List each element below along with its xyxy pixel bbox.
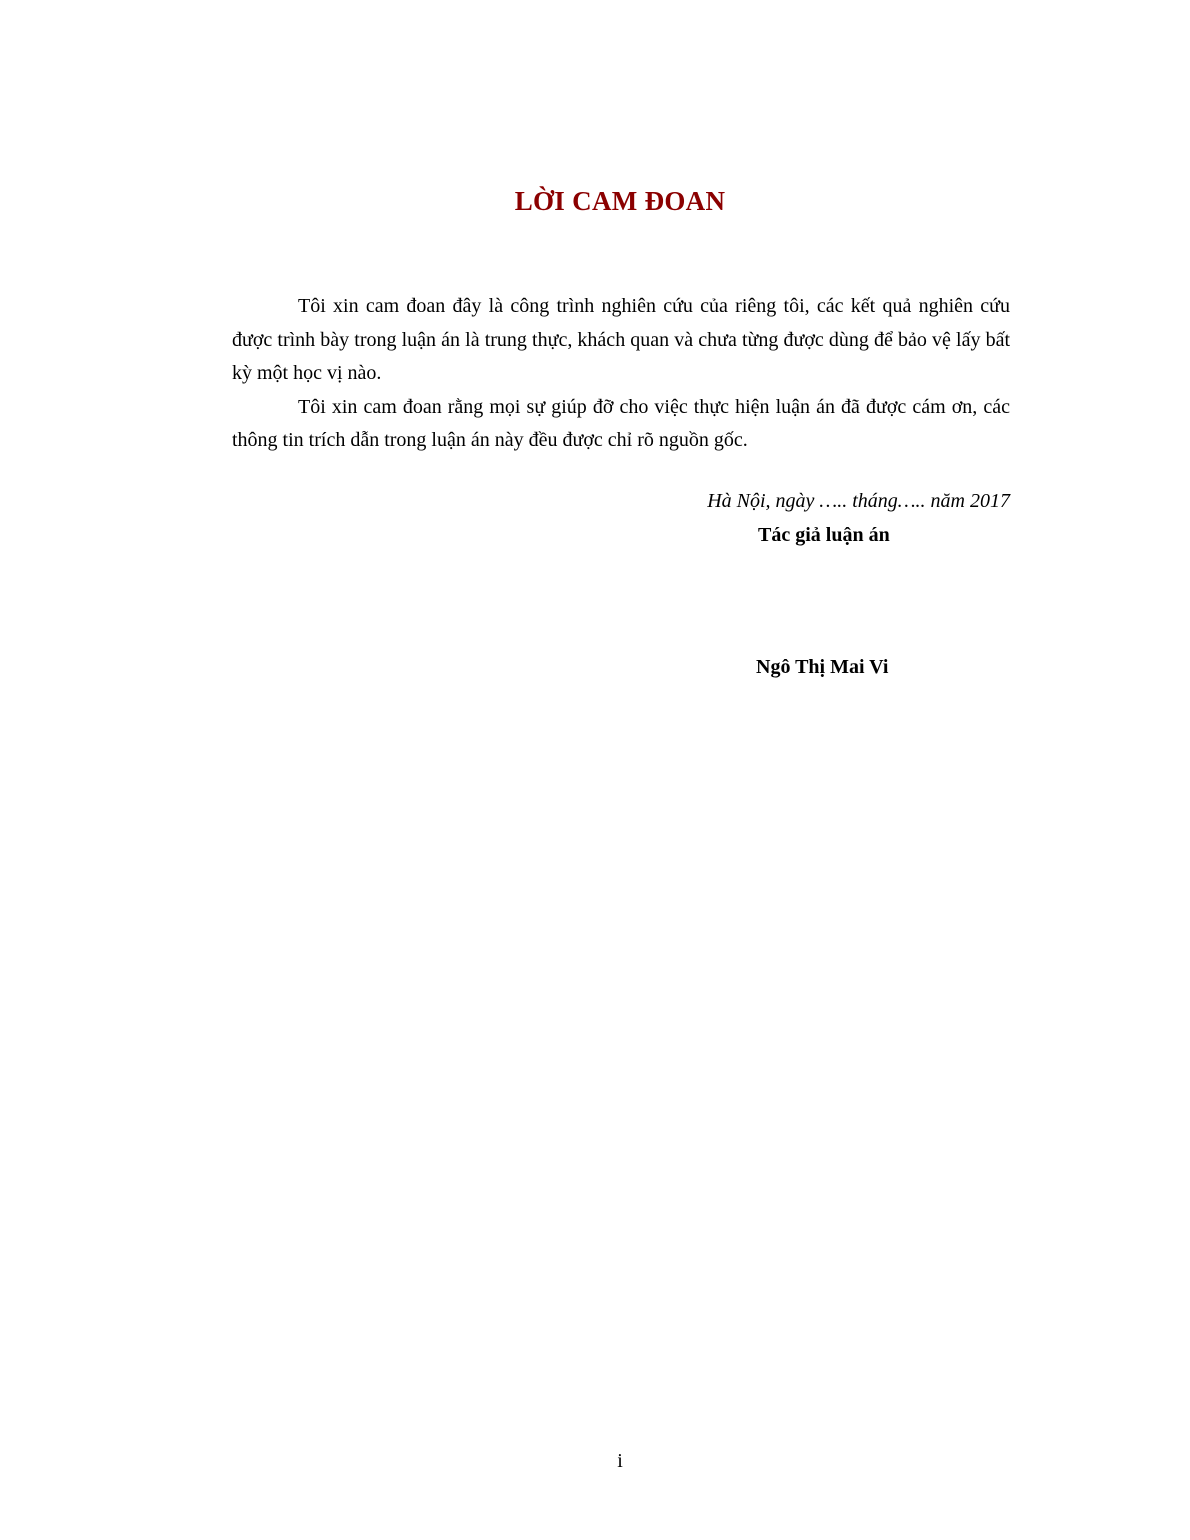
- declaration-body: [232, 290, 1010, 458]
- page-title: LỜI CAM ĐOAN: [514, 186, 726, 216]
- author-label: Tác giả luận án: [758, 524, 890, 546]
- declaration-paragraph-1: Tôi xin cam đoan đây là công trình nghiên cứu của riêng tôi, các kết quả nghiên cứu được trình bày trong luận án là trung thực, khách quan và chưa từng được dùng để bảo vệ lấy bất kỳ một học vị nào.: [232, 295, 1010, 385]
- date-line: Hà Nội, ngày ….. tháng….. năm 2017: [707, 490, 1010, 512]
- declaration-paragraph-2: Tôi xin cam đoan rằng mọi sự giúp đỡ cho việc thực hiện luận án đã được cám ơn, các thông tin trích dẫn trong luận án này đều được chỉ rõ nguồn gốc.: [232, 395, 1010, 452]
- page-number: i: [617, 1450, 623, 1472]
- author-name: Ngô Thị Mai Vi: [756, 656, 889, 678]
